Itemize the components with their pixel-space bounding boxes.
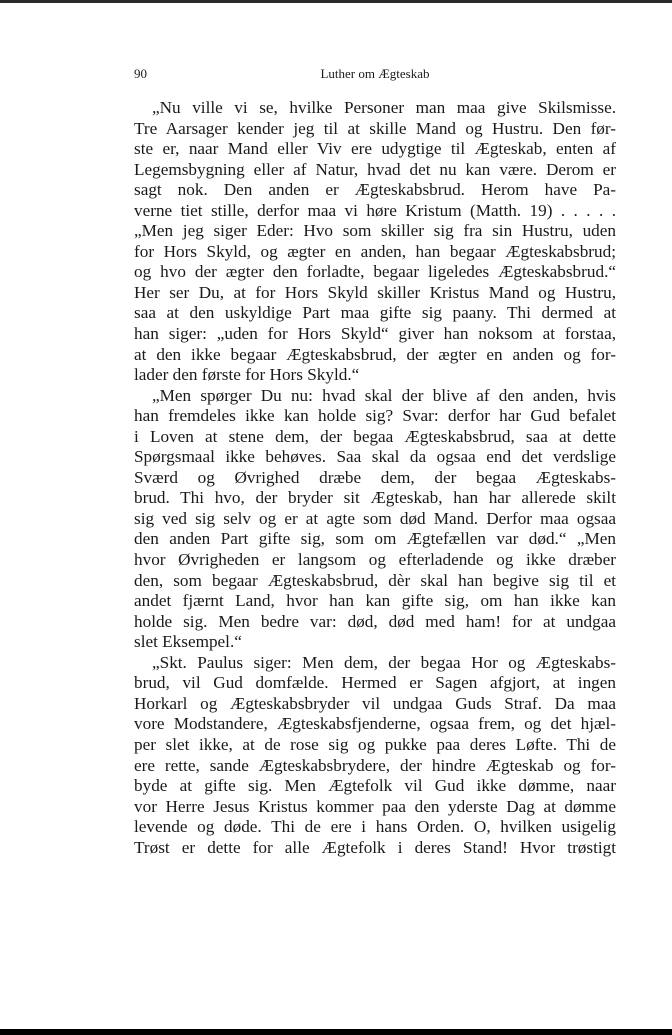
text-line: den anden Part gifte sig, som om Ægtefællen var død.“ „Men (134, 529, 616, 549)
text-line: Trøst er dette for alle Ægtefolk i deres Stand! Hvor trøstigt (134, 837, 616, 857)
text-line: sagt nok. Den anden er Ægteskabsbrud. Herom have Pa- (134, 180, 616, 200)
text-line: at den ikke begaar Ægteskabsbrud, der ægter en anden og for- (134, 344, 616, 364)
text-line: Spørgsmaal ikke behøves. Saa skal da ogsaa end det verdslige (134, 447, 616, 467)
text-line: levende og døde. Thi de ere i hans Orden. O, hvilken usigelig (134, 817, 616, 837)
text-line: „Skt. Paulus siger: Men dem, der begaa Hor og Ægteskabs- (152, 652, 616, 672)
text-line: lader den første for Hors Skyld.“ (134, 365, 360, 385)
page-header (134, 66, 616, 86)
scan-edge-top (0, 0, 672, 3)
text-line: brud, vil Gud domfælde. Hermed er Sagen afgjort, at ingen (134, 673, 616, 693)
text-line: Tre Aarsager kender jeg til at skille Mand og Hustru. Den før- (134, 118, 616, 138)
text-line: saa at den uskyldige Part maa gifte sig paany. Thi dermed at (134, 303, 616, 323)
text-line: og hvo der ægter den forladte, begaar ligeledes Ægteskabsbrud.“ (134, 262, 616, 282)
text-line: sig ved sig selv og er at agte som død Mand. Derfor maa ogsaa (134, 508, 616, 528)
text-line: verne tiet stille, derfor maa vi høre Kristum (Matth. 19) . . . . . (134, 200, 616, 220)
text-line: „Men jeg siger Eder: Hvo som skiller sig fra sin Hustru, uden (134, 221, 616, 241)
text-line: han fremdeles ikke kan holde sig? Svar: derfor har Gud befalet (134, 406, 616, 426)
paragraph (134, 386, 616, 653)
text-line: ere rette, sande Ægteskabsbrydere, der hindre Ægteskab og for- (134, 755, 616, 775)
body-text (134, 98, 616, 858)
text-line: Her ser Du, at for Hors Skyld skiller Kristus Mand og Hustru, (134, 282, 616, 302)
text-line: Horkarl og Ægteskabsbryder vil undgaa Guds Straf. Da maa (134, 693, 616, 713)
text-line: for Hors Skyld, og ægter en anden, han begaar Ægteskabsbrud; (134, 241, 616, 261)
paragraph (134, 98, 616, 386)
text-line: „Men spørger Du nu: hvad skal der blive af den anden, hvis (152, 385, 616, 405)
paragraph (134, 653, 616, 858)
scan-edge-bottom (0, 1029, 672, 1035)
text-line: vor Herre Jesus Kristus kommer paa den yderste Dag at dømme (134, 796, 616, 816)
text-line: hvor Øvrigheden er langsom og efterladende og ikke dræber (134, 550, 616, 570)
text-line: slet Eksempel.“ (134, 632, 242, 652)
text-line: brud. Thi hvo, der bryder sit Ægteskab, han har allerede skilt (134, 488, 616, 508)
text-line: per slet ikke, at de rose sig og pukke paa deres Løfte. Thi de (134, 734, 616, 754)
text-line: „Nu ville vi se, hvilke Personer man maa give Skilsmisse. (152, 98, 616, 117)
text-line: ste er, naar Mand eller Viv ere udygtige til Ægteskab, enten af (134, 139, 616, 159)
text-line: holde sig. Men bedre var: død, død med ham! for at undgaa (134, 611, 616, 631)
text-line: han siger: „uden for Hors Skyld“ giver han noksom at forstaa, (134, 324, 616, 344)
text-line: Sværd og Øvrighed dræbe dem, der begaa Ægteskabs- (134, 467, 616, 487)
text-line: byde at gifte sig. Men Ægtefolk vil Gud ikke dømme, naar (134, 776, 616, 796)
text-line: vore Modstandere, Ægteskabsfjenderne, ogsaa frem, og det hjæl- (134, 714, 616, 734)
running-title: Luther om Ægteskab (320, 66, 430, 81)
text-line: Legemsbygning eller af Natur, hvad det nu kan være. Derom er (134, 159, 616, 179)
page-number: 90 (134, 66, 147, 81)
text-line: andet fjærnt Land, hvor han kan gifte sig, om han ikke kan (134, 591, 616, 611)
text-line: den, som begaar Ægteskabsbrud, dèr skal han begive sig til et (134, 570, 616, 590)
text-line: i Loven at stene dem, der begaa Ægteskabsbrud, saa at dette (134, 426, 616, 446)
